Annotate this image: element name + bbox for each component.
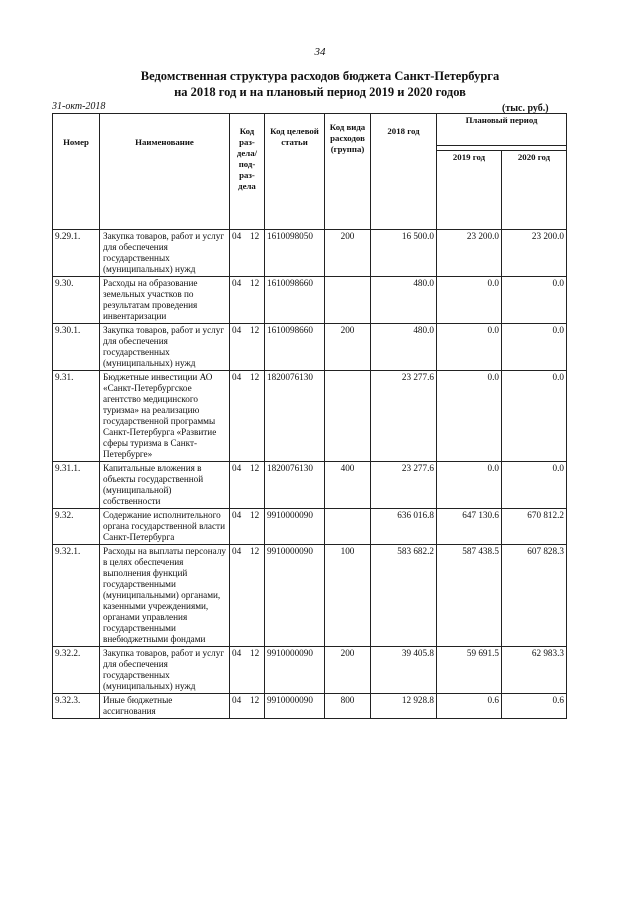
table-row xyxy=(53,462,567,509)
row-razdel-cell xyxy=(230,371,265,462)
row-subrazdel: 12 xyxy=(250,463,260,473)
header-plan-period: Плановый период xyxy=(437,114,567,146)
row-article: 9910000090 xyxy=(265,545,325,647)
row-razdel-cell xyxy=(230,647,265,694)
row-2019: 0.0 xyxy=(437,371,502,462)
row-number: 9.32.3. xyxy=(53,694,100,719)
row-vid xyxy=(325,371,371,462)
table-row xyxy=(53,509,567,545)
row-article: 1820076130 xyxy=(265,371,325,462)
row-2019: 0.0 xyxy=(437,462,502,509)
header-article: Код целевой статьи xyxy=(265,114,325,230)
header-number: Номер xyxy=(53,114,100,230)
row-number: 9.32. xyxy=(53,509,100,545)
row-2018: 480.0 xyxy=(371,277,437,324)
row-2020: 670 812.2 xyxy=(502,509,567,545)
units-label: (тыс. руб.) xyxy=(502,103,549,114)
row-vid xyxy=(325,509,371,545)
row-vid: 800 xyxy=(325,694,371,719)
row-subrazdel: 12 xyxy=(250,325,260,335)
row-2018: 480.0 xyxy=(371,324,437,371)
row-razdel-cell xyxy=(230,694,265,719)
row-2020: 62 983.3 xyxy=(502,647,567,694)
row-article: 9910000090 xyxy=(265,694,325,719)
table-row xyxy=(53,324,567,371)
title-line-1: Ведомственная структура расходов бюджета Санкт-Петербурга xyxy=(140,69,500,83)
row-razdel: 04 xyxy=(232,325,242,335)
row-vid: 200 xyxy=(325,324,371,371)
row-name: Бюджетные инвестиции АО «Санкт-Петербургское агентство медицинского туризма» на реализацию государственной программы Санкт-Петербурга «Развитие сферы туризма в Санкт-Петербурге» xyxy=(100,371,230,462)
page-number: 34 xyxy=(314,46,326,58)
row-2018: 16 500.0 xyxy=(371,230,437,277)
row-number: 9.32.2. xyxy=(53,647,100,694)
row-name: Расходы на образование земельных участков по результатам проведения инвентаризации xyxy=(100,277,230,324)
row-vid: 200 xyxy=(325,647,371,694)
table-body xyxy=(53,230,567,719)
row-article: 9910000090 xyxy=(265,509,325,545)
row-razdel-cell xyxy=(230,545,265,647)
row-razdel: 04 xyxy=(232,695,242,705)
row-article: 1610098660 xyxy=(265,324,325,371)
row-name: Закупка товаров, работ и услуг для обеспечения государственных (муниципальных) нужд xyxy=(100,324,230,371)
row-number: 9.31. xyxy=(53,371,100,462)
row-razdel: 04 xyxy=(232,231,242,241)
row-vid: 400 xyxy=(325,462,371,509)
table-row xyxy=(53,277,567,324)
header-2018: 2018 год xyxy=(371,114,437,230)
row-razdel: 04 xyxy=(232,648,242,658)
row-subrazdel: 12 xyxy=(250,231,260,241)
row-2020: 0.0 xyxy=(502,277,567,324)
row-subrazdel: 12 xyxy=(250,278,260,288)
row-2019: 0.0 xyxy=(437,324,502,371)
row-name: Капитальные вложения в объекты государственной (муниципальной) собственности xyxy=(100,462,230,509)
row-name: Закупка товаров, работ и услуг для обеспечения государственных (муниципальных) нужд xyxy=(100,647,230,694)
row-vid: 100 xyxy=(325,545,371,647)
row-2019: 587 438.5 xyxy=(437,545,502,647)
header-2020: 2020 год xyxy=(502,151,567,230)
row-razdel-cell xyxy=(230,509,265,545)
row-2020: 0.0 xyxy=(502,462,567,509)
row-2018: 636 016.8 xyxy=(371,509,437,545)
row-number: 9.30.1. xyxy=(53,324,100,371)
row-number: 9.32.1. xyxy=(53,545,100,647)
row-2018: 12 928.8 xyxy=(371,694,437,719)
budget-table xyxy=(52,113,567,719)
row-article: 1610098050 xyxy=(265,230,325,277)
title-line-2: на 2018 год и на плановый период 2019 и 2020 годов xyxy=(174,85,466,99)
row-2019: 59 691.5 xyxy=(437,647,502,694)
row-razdel-cell xyxy=(230,230,265,277)
document-date: 31-окт-2018 xyxy=(52,101,106,112)
row-2020: 0.0 xyxy=(502,371,567,462)
table-row xyxy=(53,230,567,277)
row-vid: 200 xyxy=(325,230,371,277)
document-title xyxy=(0,68,640,100)
table-header xyxy=(53,114,567,230)
row-2018: 583 682.2 xyxy=(371,545,437,647)
row-razdel-cell xyxy=(230,324,265,371)
row-2019: 647 130.6 xyxy=(437,509,502,545)
row-2020: 23 200.0 xyxy=(502,230,567,277)
row-number: 9.29.1. xyxy=(53,230,100,277)
row-article: 1820076130 xyxy=(265,462,325,509)
row-subrazdel: 12 xyxy=(250,695,260,705)
row-razdel: 04 xyxy=(232,463,242,473)
header-vid: Код вида расходов (группа) xyxy=(325,114,371,230)
row-2018: 23 277.6 xyxy=(371,371,437,462)
header-2019: 2019 год xyxy=(437,151,502,230)
row-2019: 23 200.0 xyxy=(437,230,502,277)
row-number: 9.30. xyxy=(53,277,100,324)
header-razdel: Код раз-дела/ под-раз-дела xyxy=(230,114,265,230)
row-razdel: 04 xyxy=(232,546,242,556)
row-2019: 0.0 xyxy=(437,277,502,324)
row-article: 1610098660 xyxy=(265,277,325,324)
header-name: Наименование xyxy=(100,114,230,230)
row-2019: 0.6 xyxy=(437,694,502,719)
row-2018: 23 277.6 xyxy=(371,462,437,509)
row-subrazdel: 12 xyxy=(250,648,260,658)
row-2020: 607 828.3 xyxy=(502,545,567,647)
row-number: 9.31.1. xyxy=(53,462,100,509)
row-subrazdel: 12 xyxy=(250,510,260,520)
row-name: Расходы на выплаты персоналу в целях обеспечения выполнения функций государственными (муниципальными) органами, казенными учреждениями, органами управления государственными внебюджетными фондами xyxy=(100,545,230,647)
row-razdel-cell xyxy=(230,277,265,324)
row-2018: 39 405.8 xyxy=(371,647,437,694)
table-row xyxy=(53,545,567,647)
table-row xyxy=(53,647,567,694)
row-subrazdel: 12 xyxy=(250,546,260,556)
row-razdel: 04 xyxy=(232,372,242,382)
row-2020: 0.0 xyxy=(502,324,567,371)
row-name: Иные бюджетные ассигнования xyxy=(100,694,230,719)
row-name: Содержание исполнительного органа государственной власти Санкт-Петербурга xyxy=(100,509,230,545)
row-razdel-cell xyxy=(230,462,265,509)
row-razdel: 04 xyxy=(232,510,242,520)
row-subrazdel: 12 xyxy=(250,372,260,382)
row-name: Закупка товаров, работ и услуг для обеспечения государственных (муниципальных) нужд xyxy=(100,230,230,277)
row-2020: 0.6 xyxy=(502,694,567,719)
table-row xyxy=(53,371,567,462)
row-vid xyxy=(325,277,371,324)
row-razdel: 04 xyxy=(232,278,242,288)
row-article: 9910000090 xyxy=(265,647,325,694)
table-row xyxy=(53,694,567,719)
